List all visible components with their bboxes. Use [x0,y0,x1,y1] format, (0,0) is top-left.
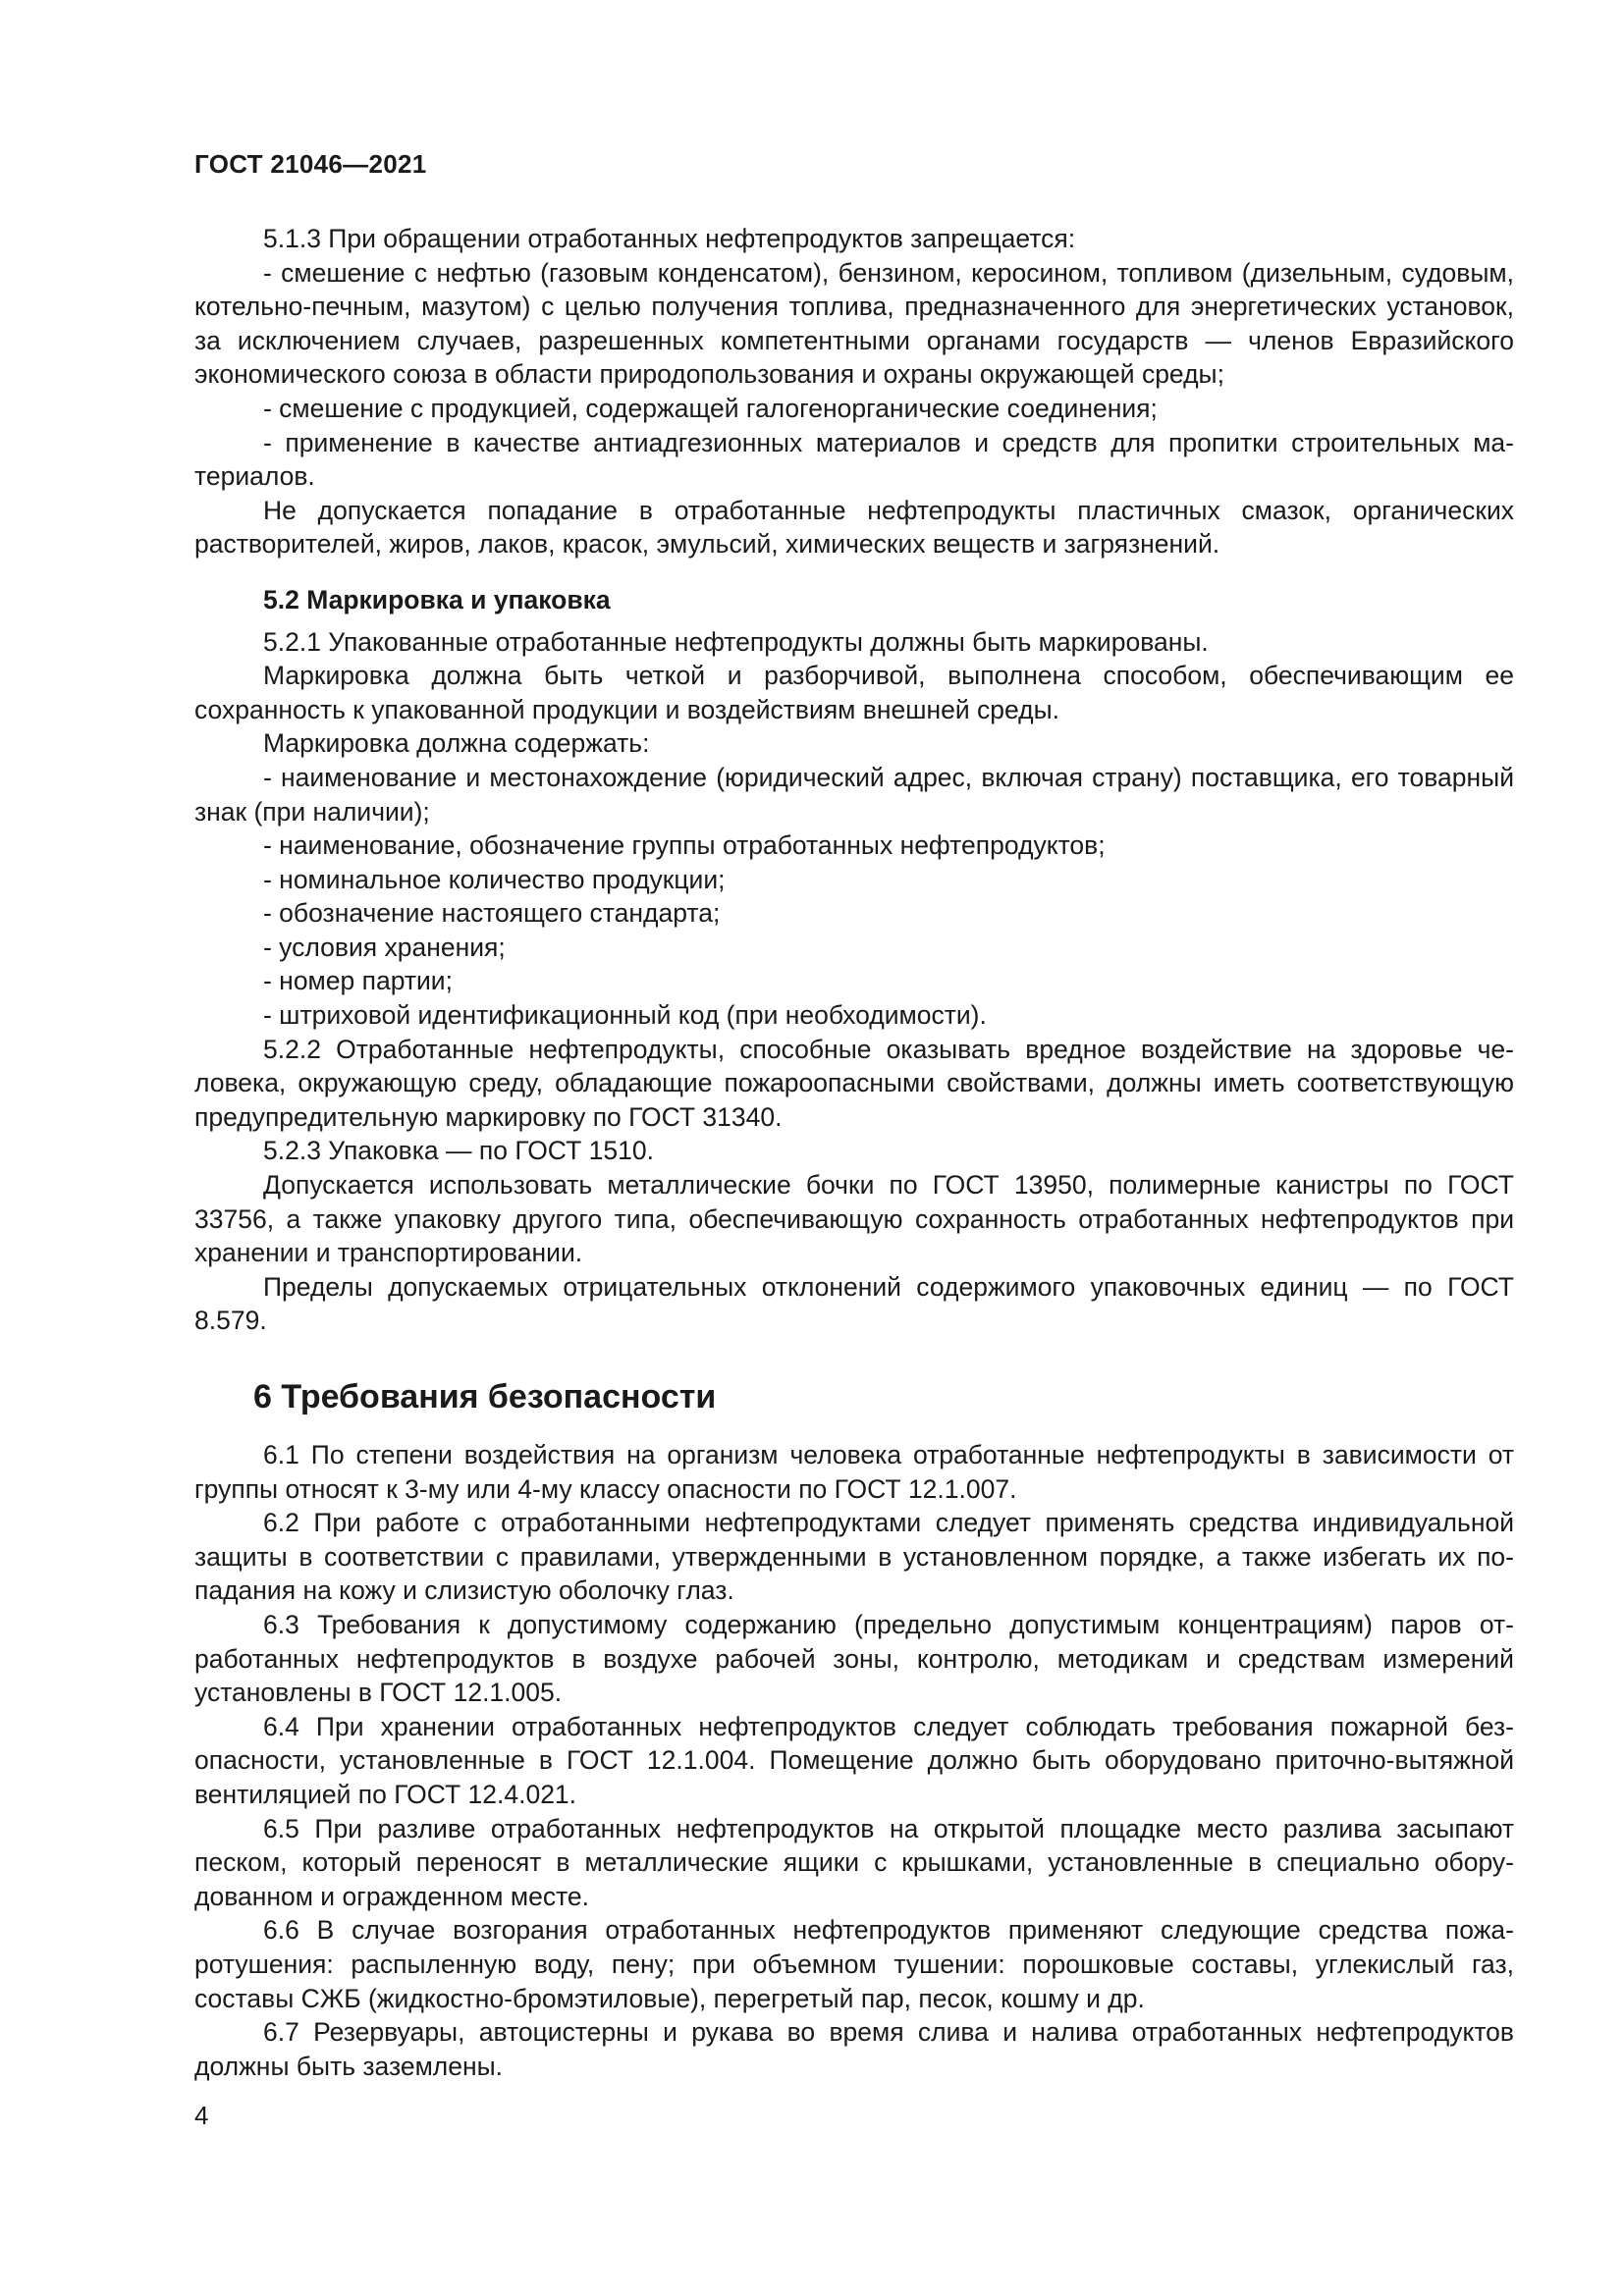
paragraph-6-3: 6.3 Требования к допустимому содержанию (предельно допустимым концентрациям) паров отработанных нефтепродуктов в воздухе рабочей зоны, контролю, методикам и средствам измерений установлены в ГОСТ 12.1.005. [194,1609,1514,1708]
marking-item: - условия хранения; [263,932,506,962]
marking-item: - обозначение настоящего стандарта; [263,898,721,929]
contamination-note: Не допускается попадание в отработанные нефтепродукты пластичных смазок, органических растворителей, жиров, лаков, красок, эмульсий, химических веществ и загрязнений. [194,495,1514,560]
packaging-paragraph: Пределы допускаемых отрицательных отклонений содержимого упаковочных единиц — по ГОСТ 8.579. [194,1271,1514,1336]
paragraph-6-1: 6.1 По степени воздействия на организм человека отработанные нефтепродукты в зависимости от группы относят к 3-му или 4-му классу опасности по ГОСТ 12.1.007. [194,1440,1514,1504]
page-number: 4 [194,2101,209,2130]
prohibition-item: - смешение с продукцией, содержащей галогенорганические соединения; [263,393,1158,423]
marking-paragraph: Маркировка должна быть четкой и разборчивой, выполнена способом, обеспечивающим ее сохранность к упакованной продукции и воздействиям внешней среды. [194,661,1514,724]
paragraph-6-4: 6.4 При хранении отработанных нефтепродуктов следует соблюдать требования пожарной безопасности, установленные в ГОСТ 12.1.004. Помещение должно быть оборудовано приточно-вытяжной вентиляцией по ГОСТ 12.4.021. [194,1711,1514,1809]
document-page [194,0,1514,2296]
paragraph-5-2-2: 5.2.2 Отработанные нефтепродукты, способные оказывать вредное воздействие на здоровье человека, окружающую среду, обладающие пожароопасными свойствами, должны иметь соответствующую предупредительную маркировку по ГОСТ 31340. [194,1034,1514,1132]
paragraph-5-1-3: 5.1.3 При обращении отработанных нефтепродуктов запрещается: [263,224,1076,253]
marking-item: - наименование, обозначение группы отработанных нефтепродуктов; [263,830,1106,861]
marking-item: - номер партии; [263,966,453,996]
document-body [194,222,1514,2083]
paragraph-6-6: 6.6 В случае возгорания отработанных нефтепродуктов применяют следующие средства пожаротушения: распыленную воду, пену; при объемном тушении: порошковые составы, углекислый газ, составы СЖБ (жидкостно-бромэтиловые), перегретый пар, песок, кошму и др. [194,1915,1514,2013]
prohibition-item: - применение в качестве антиадгезионных материалов и средств для пропитки строительных материалов. [194,427,1514,492]
marking-paragraph: Маркировка должна содержать: [263,728,650,759]
packaging-paragraph: Допускается использовать металлические бочки по ГОСТ 13950, полимерные канистры по ГОСТ 33756, а также упаковку другого типа, обеспечивающую сохранность отработанных нефтепродуктов при хранении и транспортировании. [194,1170,1514,1268]
marking-item: - штриховой идентификационный код (при необходимости). [263,1000,987,1031]
marking-item: - наименование и местонахождение (юридический адрес, включая страну) поставщика, его товарный знак (при наличии); [194,762,1514,827]
paragraph-5-2-1: 5.2.1 Упакованные отработанные нефтепродукты должны быть маркированы. [263,626,1209,657]
marking-item: - номинальное количество продукции; [263,864,726,894]
prohibition-item: - смешение с нефтью (газовым конденсатом), бензином, керосином, топливом (дизельным, судовым, котельно-печным, мазутом) с целью получения топлива, предназначенного для энергетических установок, за исключением случаев, разрешенных компетентными органами государств — членов Евразийского экономического союза в области природопользования и охраны окружающей среды; [194,257,1514,390]
running-header: ГОСТ 21046—2021 [194,149,427,179]
paragraph-6-7: 6.7 Резервуары, автоцистерны и рукава во время слива и налива отработанных нефтепродуктов должны быть заземлены. [194,2017,1514,2081]
section-6-title: 6 Требования безопасности [253,1378,717,1415]
subsection-5-2-title: 5.2 Маркировка и упаковка [263,584,611,614]
paragraph-6-5: 6.5 При разливе отработанных нефтепродуктов на открытой площадке место разлива засыпают песком, который переносят в металлические ящики с крышками, установленные в специально оборудованном и огражденном месте. [194,1813,1514,1911]
paragraph-5-2-3: 5.2.3 Упаковка — по ГОСТ 1510. [263,1136,654,1166]
paragraph-6-2: 6.2 При работе с отработанными нефтепродуктами следует применять средства индивидуальной защиты в соответствии с правилами, утвержденными в установленном порядке, а также избегать их попадания на кожу и слизистую оболочку глаз. [194,1508,1514,1606]
